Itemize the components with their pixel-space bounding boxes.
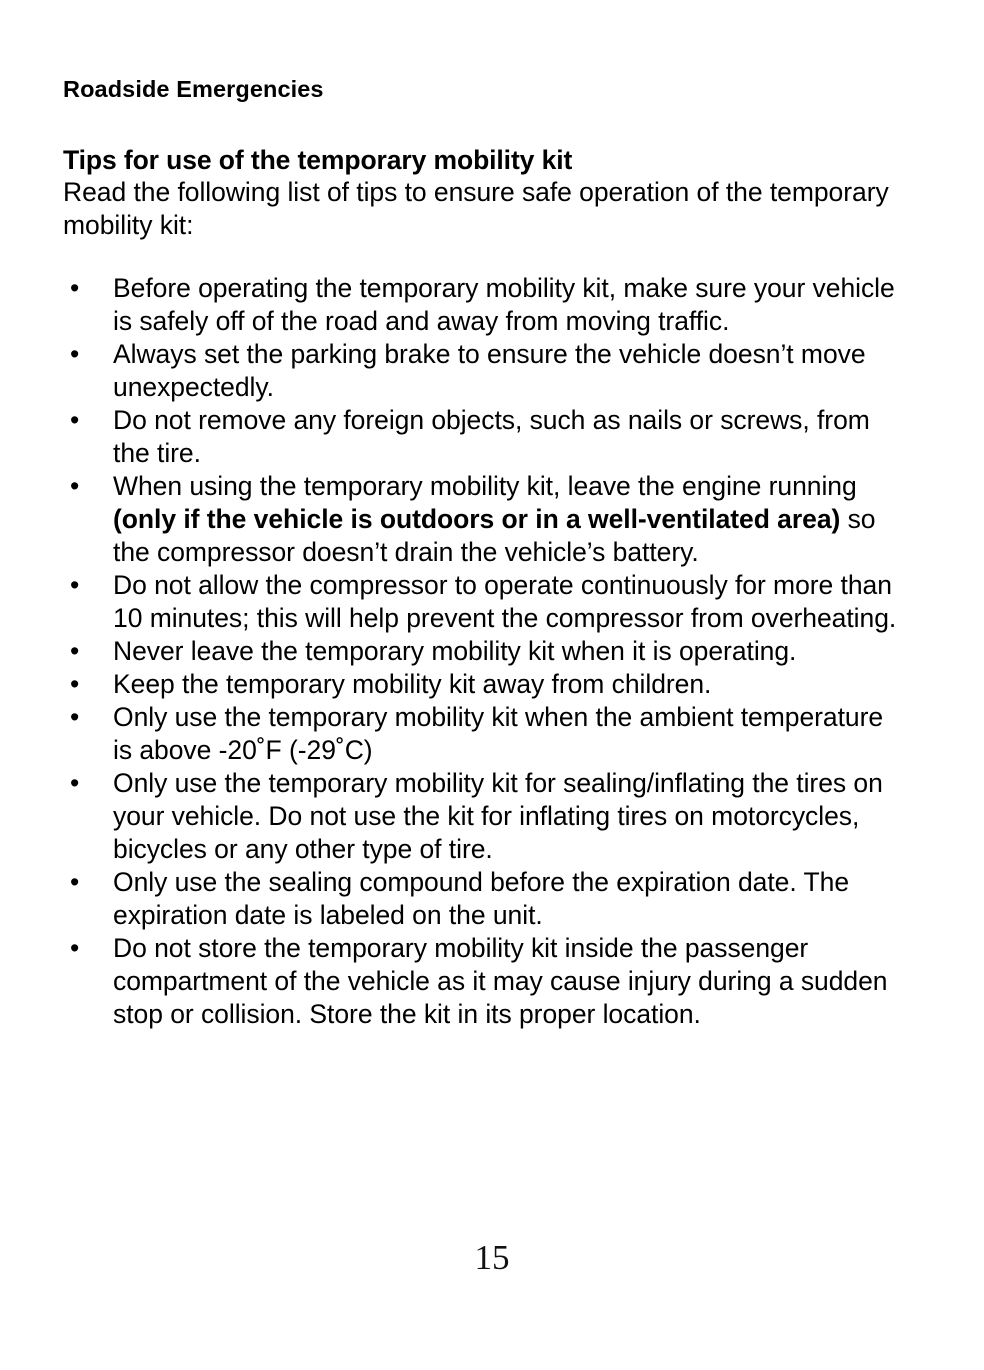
title-spacer xyxy=(63,104,903,144)
subsection-heading: Tips for use of the temporary mobility kit xyxy=(63,145,573,175)
list-spacer xyxy=(63,241,903,272)
list-item-text: Always set the parking brake to ensure the vehicle doesn’t move unexpectedly. xyxy=(113,339,866,402)
bullet-icon: • xyxy=(70,768,80,798)
list-item xyxy=(63,272,903,338)
list-item-text: Do not allow the compressor to operate continuously for more than 10 minutes; this will help prevent the compressor from overheating. xyxy=(113,570,897,633)
list-item-text: Before operating the temporary mobility kit, make sure your vehicle is safely off of the road and away from moving traffic. xyxy=(113,273,895,336)
list-item xyxy=(63,569,903,635)
list-item xyxy=(63,470,903,569)
bullet-icon: • xyxy=(70,471,80,501)
tips-list xyxy=(63,272,903,1031)
list-item-text: Only use the temporary mobility kit for sealing/inflating the tires on your vehicle. Do not use the kit for inflating tires on motorcycles, bicycles or any other type of tire. xyxy=(113,768,883,864)
page-content xyxy=(63,74,903,1031)
list-item-text: Only use the sealing compound before the expiration date. The expiration date is labeled on the unit. xyxy=(113,867,850,930)
page-title: Roadside Emergencies xyxy=(63,76,324,102)
list-item xyxy=(63,404,903,470)
list-item xyxy=(63,701,903,767)
list-item-text: When using the temporary mobility kit, leave the engine running (only if the vehicle is outdoors or in a well-ventilated area) so the compressor doesn’t drain the vehicle’s battery. xyxy=(113,471,876,567)
list-item xyxy=(63,668,903,701)
bullet-icon: • xyxy=(70,405,80,435)
list-item-text: Only use the temporary mobility kit when the ambient temperature is above -20˚F (-29˚C) xyxy=(113,702,884,765)
bullet-icon: • xyxy=(70,339,80,369)
list-item xyxy=(63,866,903,932)
intro-paragraph: Read the following list of tips to ensure safe operation of the temporary mobility kit: xyxy=(63,177,889,240)
bullet-icon: • xyxy=(70,273,80,303)
list-item-text: Do not store the temporary mobility kit inside the passenger compartment of the vehicle as it may cause injury during a sudden stop or collision. Store the kit in its proper location. xyxy=(113,933,888,1029)
list-item xyxy=(63,338,903,404)
list-item xyxy=(63,767,903,866)
bullet-icon: • xyxy=(70,933,80,963)
bullet-icon: • xyxy=(70,570,80,600)
list-item-text: Never leave the temporary mobility kit when it is operating. xyxy=(113,636,797,666)
bullet-icon: • xyxy=(70,669,80,699)
bullet-icon: • xyxy=(70,867,80,897)
page-number: 15 xyxy=(474,1238,510,1277)
list-item xyxy=(63,932,903,1031)
list-item-text: Keep the temporary mobility kit away from children. xyxy=(113,669,712,699)
list-item xyxy=(63,635,903,668)
list-item-text: Do not remove any foreign objects, such as nails or screws, from the tire. xyxy=(113,405,870,468)
bullet-icon: • xyxy=(70,636,80,666)
bullet-icon: • xyxy=(70,702,80,732)
list-item-emphasis: (only if the vehicle is outdoors or in a well-ventilated area) xyxy=(113,504,841,534)
